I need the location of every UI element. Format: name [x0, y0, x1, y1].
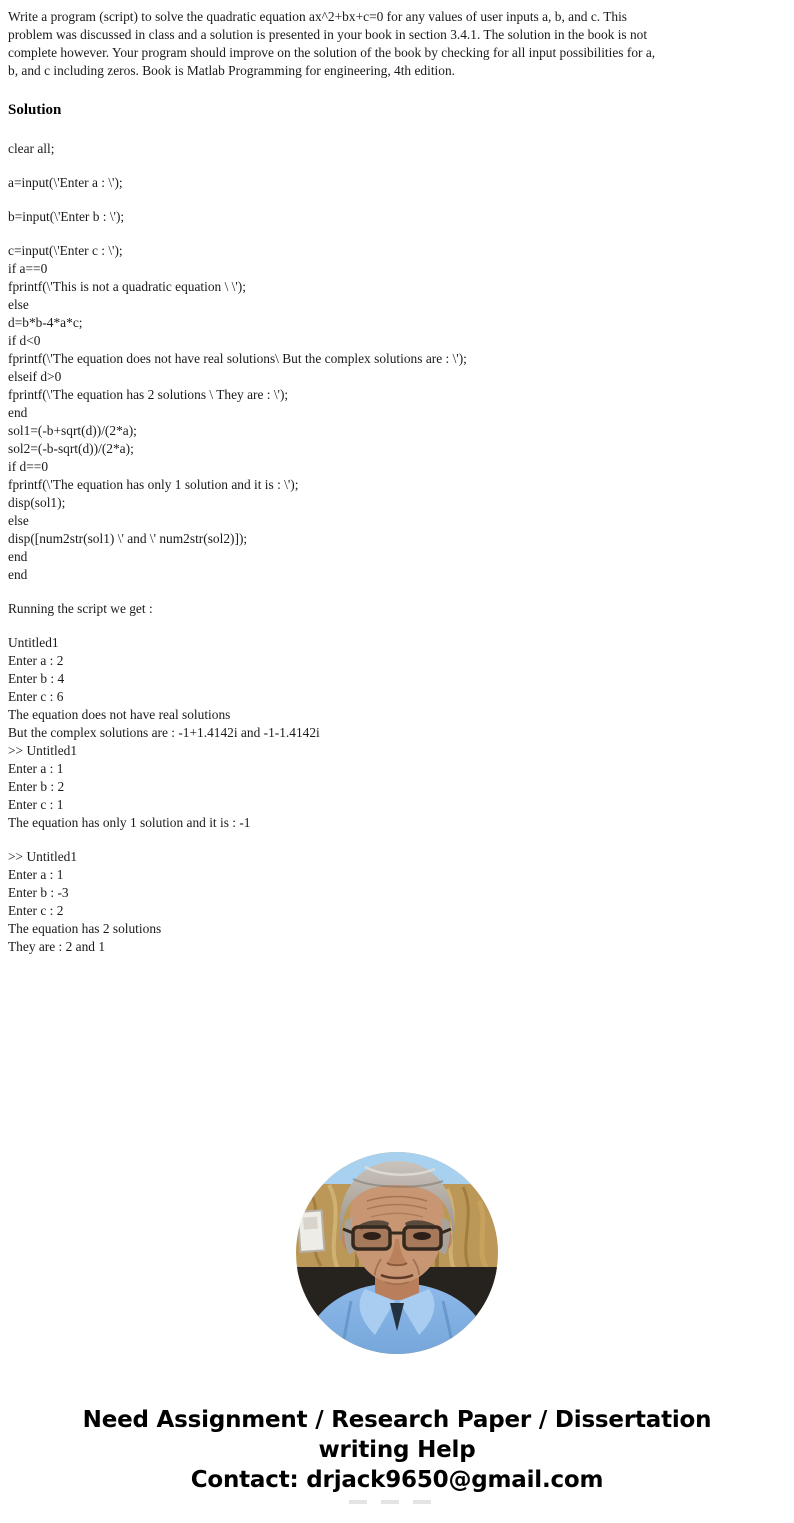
- code-block-main: c=input(\'Enter c : \'); if a==0 fprintf(\'This is not a quadratic equation \ \'); else d=b*b-4*a*c; if d<0 fprintf(\'The equation does not have real solutions\ But the complex solutions are : \'); elseif d>0 fprintf(\'The equation has 2 solutions \ They are : \'); end sol1=(-b+sqrt(d))/(2*a); sol2=(-b-sqrt(d))/(2*a); if d==0 fprintf(\'The equation has only 1 solution and it is : \'); disp(sol1); else disp([num2str(sol1) \' and \' num2str(sol2)]); end end: [8, 243, 467, 582]
- program-output-run-2: >> Untitled1 Enter a : 1 Enter b : -3 Enter c : 2 The equation has 2 solutions They are : 2 and 1: [8, 849, 162, 954]
- run-note: Running the script we get :: [8, 601, 153, 616]
- faint-artifact: [349, 1500, 445, 1504]
- code-line-input-a: a=input(\'Enter a : \');: [8, 175, 123, 190]
- program-output-run-1: Untitled1 Enter a : 2 Enter b : 4 Enter c : 6 The equation does not have real solutions But the complex solutions are : -1+1.4142i and -1-1.4142i >> Untitled1 Enter a : 1 Enter b : 2 Enter c : 1 The equation has only 1 solution and it is : -1: [8, 635, 320, 830]
- code-line-clear: clear all;: [8, 141, 55, 156]
- help-banner: Need Assignment / Research Paper / Dissertation writing Help Contact: drjack9650@gmail.com: [82, 1407, 712, 1493]
- solution-heading: Solution: [8, 102, 62, 118]
- assignment-prompt: Write a program (script) to solve the quadratic equation ax^2+bx+c=0 for any values of user inputs a, b, and c. This problem was discussed in class and a solution is presented in your book in section 3.4.1. The solution in the book is not complete however. Your program should improve on the solution of the book by checking for all input possibilities for a, b, and c including zeros. Book is Matlab Programming for engineering, 4th edition.: [8, 9, 656, 78]
- code-line-input-b: b=input(\'Enter b : \');: [8, 209, 125, 224]
- instructor-photo: [8, 1151, 786, 1355]
- instructor-portrait-graphic: [295, 1151, 499, 1355]
